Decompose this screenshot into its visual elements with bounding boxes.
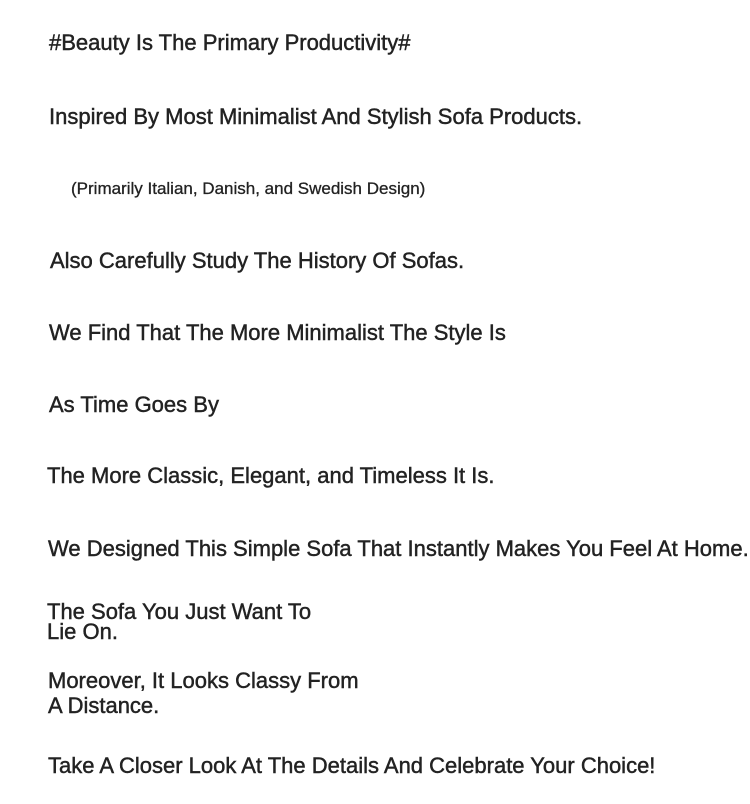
text-closer-look: Take A Closer Look At The Details And Celebrate Your Choice! xyxy=(48,753,656,778)
text-design-origin: (Primarily Italian, Danish, and Swedish Design) xyxy=(71,179,426,198)
text-designed: We Designed This Simple Sofa That Instantly Makes You Feel At Home. xyxy=(48,536,749,561)
text-classy-line-2: A Distance. xyxy=(48,693,160,718)
text-classic: The More Classic, Elegant, and Timeless It Is. xyxy=(47,463,495,488)
text-lie-on xyxy=(47,599,312,644)
text-minimalist: We Find That The More Minimalist The Style Is xyxy=(49,320,506,345)
headline-beauty: #Beauty Is The Primary Productivity# xyxy=(49,30,411,55)
text-classy xyxy=(48,668,359,718)
text-time: As Time Goes By xyxy=(49,392,219,417)
text-history: Also Carefully Study The History Of Sofas. xyxy=(50,248,465,273)
text-lie-on-line-2: Lie On. xyxy=(47,619,118,644)
text-inspired: Inspired By Most Minimalist And Stylish Sofa Products. xyxy=(49,104,583,129)
text-lie-on-line-1: The Sofa You Just Want To xyxy=(47,599,312,624)
text-classy-line-1: Moreover, It Looks Classy From xyxy=(48,668,359,693)
